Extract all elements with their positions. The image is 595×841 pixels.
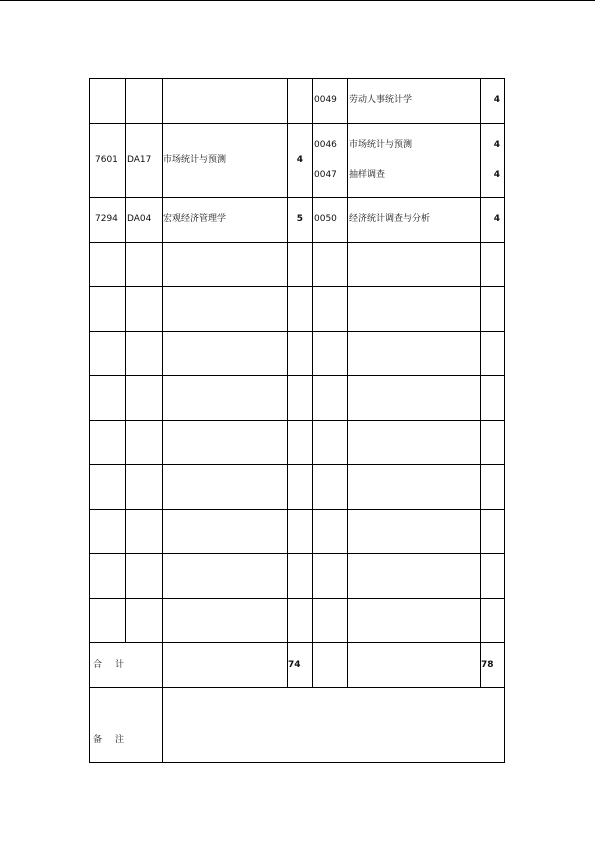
page-top-rule (0, 0, 595, 1)
column-rule (125, 78, 126, 643)
new-course-code: 7601 (95, 155, 118, 165)
row-rule (89, 286, 505, 287)
new-course-prefix: DA17 (127, 155, 152, 165)
row-rule (89, 375, 505, 376)
row-rule (89, 553, 505, 554)
row-rule (89, 598, 505, 599)
old-course-credit: 4 (493, 95, 500, 105)
new-course-code: 7294 (95, 214, 118, 224)
column-rule (162, 78, 163, 763)
old-course-code: 0050 (314, 214, 337, 224)
old-course-name: 经济统计调查与分析 (349, 214, 431, 224)
row-rule (89, 762, 505, 763)
old-course-code: 0047 (314, 170, 337, 180)
row-rule (89, 509, 505, 510)
new-course-name: 市场统计与预测 (163, 155, 227, 165)
row-rule (89, 420, 505, 421)
old-credit-total: 78 (481, 660, 494, 670)
course-credit-table (89, 78, 505, 763)
total-label: 合 计 (93, 660, 127, 670)
old-course-credit: 4 (493, 214, 500, 224)
column-rule (287, 78, 288, 688)
row-rule (89, 78, 505, 79)
new-course-prefix: DA04 (127, 214, 152, 224)
column-rule (89, 78, 90, 763)
old-course-name: 抽样调查 (349, 170, 386, 180)
row-rule (89, 123, 505, 124)
row-rule (89, 197, 505, 198)
remark-label: 备 注 (93, 735, 127, 745)
column-rule (347, 78, 348, 688)
old-course-code: 0049 (314, 95, 337, 105)
new-course-credit: 4 (296, 155, 303, 165)
old-course-credit: 4 (493, 170, 500, 180)
row-rule (89, 687, 505, 688)
row-rule (89, 242, 505, 243)
row-rule (89, 642, 505, 643)
old-course-credit: 4 (493, 140, 500, 150)
new-course-credit: 5 (296, 214, 303, 224)
column-rule (312, 78, 313, 688)
old-course-name: 劳动人事统计学 (349, 95, 413, 105)
old-course-code: 0046 (314, 140, 337, 150)
old-course-name: 市场统计与预测 (349, 140, 413, 150)
new-credit-total: 74 (288, 660, 301, 670)
row-rule (89, 464, 505, 465)
new-course-name: 宏观经济管理学 (163, 214, 227, 224)
row-rule (89, 331, 505, 332)
column-rule (504, 78, 505, 763)
